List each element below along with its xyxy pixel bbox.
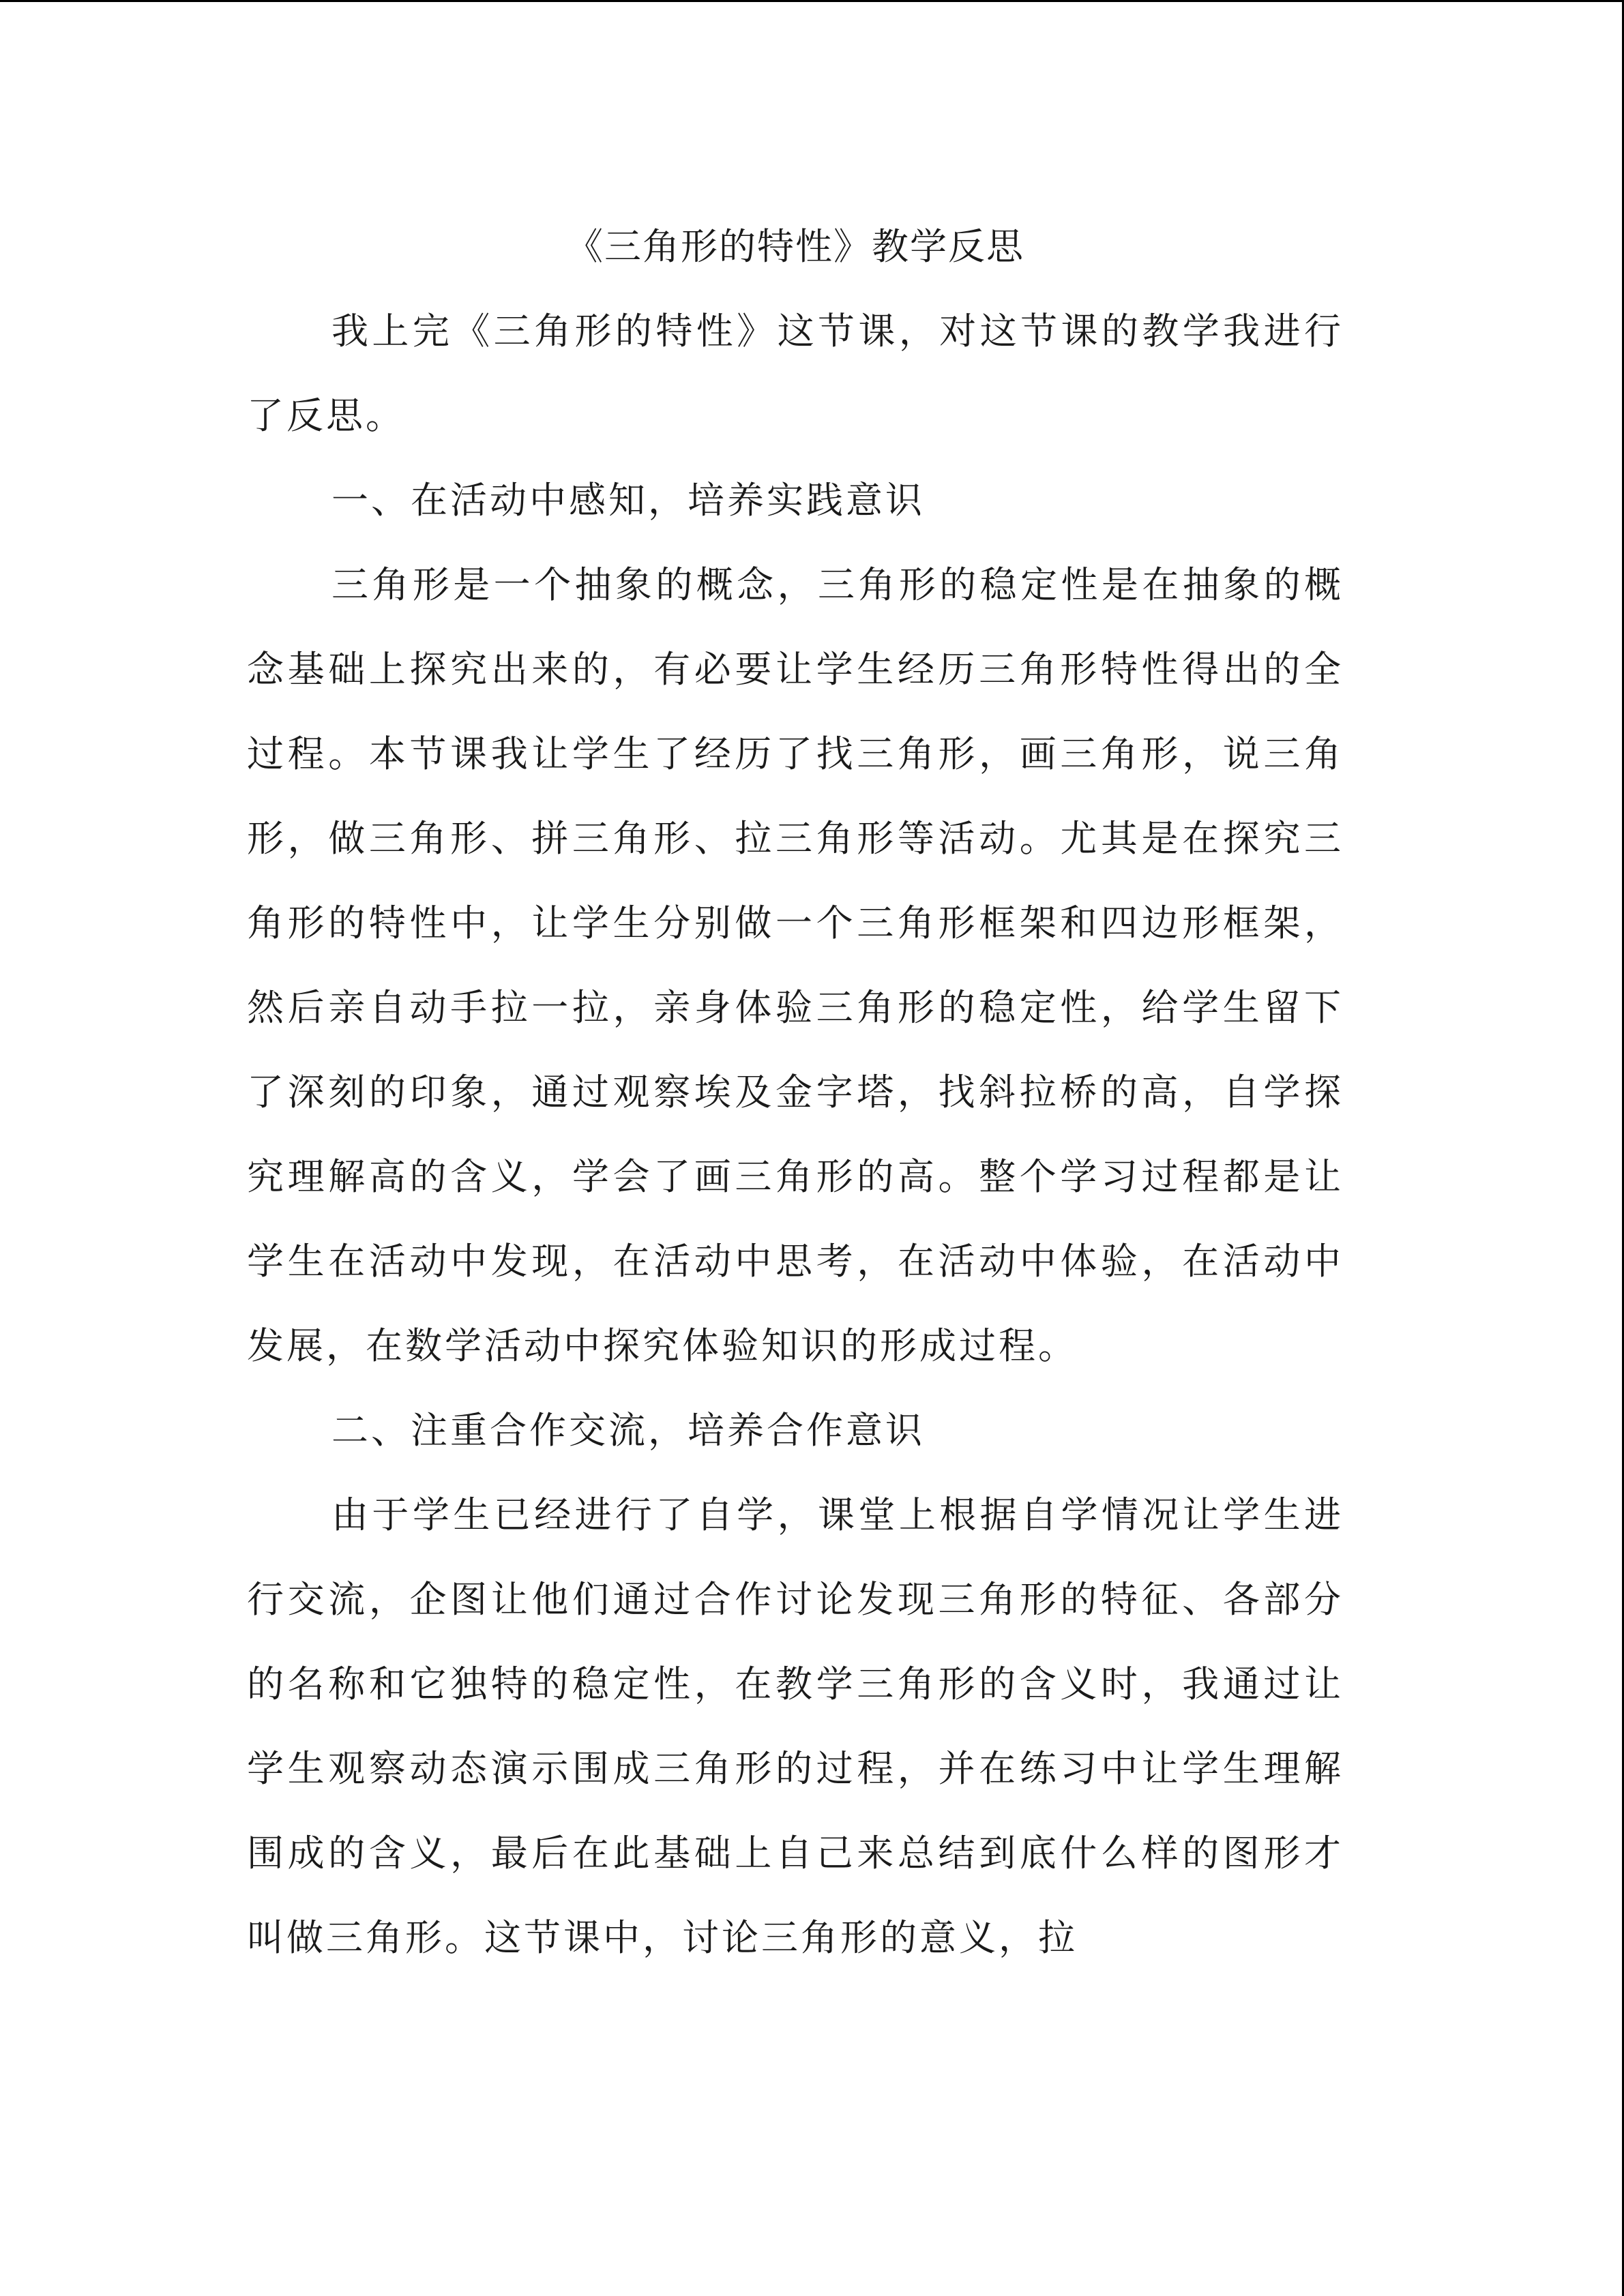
intro-paragraph: 我上完《三角形的特性》这节课，对这节课的教学我进行了反思。 — [247, 310, 1344, 437]
section-1-body: 三角形是一个抽象的概念，三角形的稳定性是在抽象的概念基础上探究出来的，有必要让学生经历三角形特性得出的全过程。本节课我让学生了经历了找三角形，画三角形，说三角形，做三角形、拼三角形、拉三角形等活动。尤其是在探究三角形的特性中，让学生分别做一个三角形框架和四边形框架，然后亲自动手拉一拉，亲身体验三角形的稳定性，给学生留下了深刻的印象，通过观察埃及金字塔，找斜拉桥的高，自学探究理解高的含义，学会了画三角形的高。整个学习过程都是让学生在活动中发现，在活动中思考，在活动中体验，在活动中发展，在数学活动中探究体验知识的形成过程。 — [247, 563, 1344, 1367]
section-1-heading: 一、在活动中感知，培养实践意识 — [331, 479, 925, 522]
section-2-heading: 二、注重合作交流，培养合作意识 — [331, 1409, 925, 1452]
document-page — [247, 205, 1344, 1980]
document-title: 《三角形的特性》教学反思 — [566, 225, 1024, 268]
top-border-line — [0, 0, 1624, 2]
section-2-body: 由于学生已经进行了自学，课堂上根据自学情况让学生进行交流，企图让他们通过合作讨论发现三角形的特征、各部分的名称和它独特的稳定性，在教学三角形的含义时，我通过让学生观察动态演示围成三角形的过程，并在练习中让学生理解围成的含义，最后在此基础上自己来总结到底什么样的图形才叫做三角形。这节课中，讨论三角形的意义，拉 — [247, 1493, 1344, 1959]
